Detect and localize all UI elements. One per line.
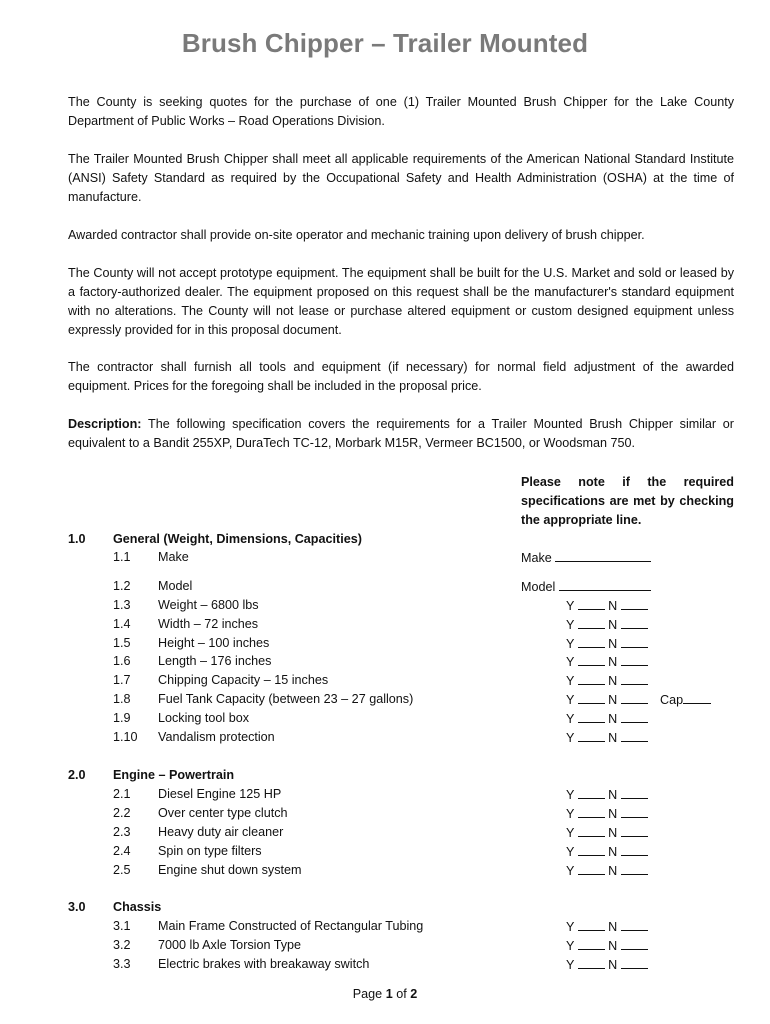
section-title: General (Weight, Dimensions, Capacities) bbox=[113, 532, 362, 546]
no-label: N bbox=[604, 826, 621, 840]
no-check-line[interactable] bbox=[621, 671, 648, 685]
section-heading bbox=[0, 766, 770, 785]
spec-number: 3.3 bbox=[113, 957, 131, 971]
yes-label: Y bbox=[566, 599, 578, 613]
spec-number: 1.9 bbox=[113, 711, 131, 725]
yes-no-check bbox=[566, 917, 648, 937]
yes-label: Y bbox=[566, 920, 578, 934]
section-title: Chassis bbox=[113, 900, 162, 914]
spec-row bbox=[0, 652, 770, 671]
section-number: 1.0 bbox=[68, 532, 86, 546]
spec-text: Electric brakes with breakaway switch bbox=[158, 957, 370, 971]
no-label: N bbox=[604, 807, 621, 821]
spec-row bbox=[0, 936, 770, 955]
no-label: N bbox=[604, 674, 621, 688]
yes-check-line[interactable] bbox=[578, 936, 605, 950]
spec-row bbox=[0, 634, 770, 653]
yes-no-check bbox=[566, 936, 648, 956]
spec-text: Chipping Capacity – 15 inches bbox=[158, 673, 329, 687]
yes-no-check bbox=[566, 690, 648, 710]
spec-text: Weight – 6800 lbs bbox=[158, 598, 259, 612]
no-check-line[interactable] bbox=[621, 615, 648, 629]
yes-no-check bbox=[566, 652, 648, 672]
model-label: Model bbox=[521, 580, 559, 594]
spec-text: Engine shut down system bbox=[158, 863, 302, 877]
prototype-paragraph: The County will not accept prototype equipment. The equipment shall be built for the U.S. Market and sold or leased by a factory-authorized dealer. The equipment proposed on this request shall be the manufacturer's standard equipment with no alterations. The County will not lease or purchase altered equipment or custom designed equipment unless expressly provided for in this proposal document. bbox=[68, 266, 734, 337]
no-label: N bbox=[604, 599, 621, 613]
section-number: 2.0 bbox=[68, 768, 86, 782]
yes-check-line[interactable] bbox=[578, 596, 605, 610]
model-input[interactable] bbox=[559, 577, 651, 591]
no-check-line[interactable] bbox=[621, 917, 648, 931]
spec-number: 1.10 bbox=[113, 730, 138, 744]
no-check-line[interactable] bbox=[621, 785, 648, 799]
no-label: N bbox=[604, 864, 621, 878]
spec-number: 1.8 bbox=[113, 692, 131, 706]
yes-check-line[interactable] bbox=[578, 728, 605, 742]
intro-paragraph: The County is seeking quotes for the purchase of one (1) Trailer Mounted Brush Chipper for the Lake County Department of Public Works – Road Operations Division. bbox=[68, 95, 734, 128]
page-of: of bbox=[392, 987, 411, 1001]
yes-no-check bbox=[566, 861, 648, 881]
page-current: 1 bbox=[385, 987, 393, 1001]
page-prefix: Page bbox=[352, 987, 386, 1001]
spec-number: 2.5 bbox=[113, 863, 131, 877]
section-heading bbox=[0, 898, 770, 917]
spec-number: 1.5 bbox=[113, 636, 131, 650]
yes-label: Y bbox=[566, 712, 578, 726]
no-label: N bbox=[604, 655, 621, 669]
spec-row bbox=[0, 955, 770, 974]
yes-label: Y bbox=[566, 693, 578, 707]
yes-label: Y bbox=[566, 958, 578, 972]
yes-label: Y bbox=[566, 637, 578, 651]
no-check-line[interactable] bbox=[621, 652, 648, 666]
no-label: N bbox=[604, 618, 621, 632]
make-label: Make bbox=[521, 551, 556, 565]
page-footer bbox=[0, 987, 770, 1001]
spec-number: 1.6 bbox=[113, 654, 131, 668]
spec-text: Main Frame Constructed of Rectangular Tubing bbox=[158, 919, 424, 933]
no-check-line[interactable] bbox=[621, 842, 648, 856]
no-check-line[interactable] bbox=[621, 823, 648, 837]
section-heading bbox=[0, 530, 770, 549]
yes-check-line[interactable] bbox=[578, 861, 605, 875]
yes-label: Y bbox=[566, 788, 578, 802]
yes-label: Y bbox=[566, 864, 578, 878]
spec-text: Make bbox=[158, 550, 189, 564]
yes-no-check bbox=[566, 804, 648, 824]
spec-text: Fuel Tank Capacity (between 23 – 27 gallons) bbox=[158, 692, 414, 706]
yes-check-line[interactable] bbox=[578, 709, 605, 723]
no-label: N bbox=[604, 731, 621, 745]
yes-label: Y bbox=[566, 939, 578, 953]
spec-number: 2.4 bbox=[113, 844, 131, 858]
spec-number: 1.7 bbox=[113, 673, 131, 687]
page-total: 2 bbox=[410, 987, 418, 1001]
spec-row bbox=[0, 709, 770, 728]
ansi-paragraph: The Trailer Mounted Brush Chipper shall meet all applicable requirements of the American National Standard Institute (ANSI) Safety Standard as required by the Occupational Safety and Health Administration (OSHA) at the time of manufacture. bbox=[68, 152, 734, 204]
spec-row bbox=[0, 577, 770, 596]
no-check-line[interactable] bbox=[621, 596, 648, 610]
yes-check-line[interactable] bbox=[578, 652, 605, 666]
yes-no-check bbox=[566, 634, 648, 654]
yes-check-line[interactable] bbox=[578, 955, 605, 969]
capacity-entry bbox=[660, 690, 711, 710]
no-check-line[interactable] bbox=[621, 634, 648, 648]
yes-label: Y bbox=[566, 807, 578, 821]
yes-check-line[interactable] bbox=[578, 615, 605, 629]
yes-no-check bbox=[566, 671, 648, 691]
spec-number: 2.2 bbox=[113, 806, 131, 820]
no-check-line[interactable] bbox=[621, 804, 648, 818]
spec-row bbox=[0, 785, 770, 804]
yes-no-check bbox=[566, 728, 648, 748]
yes-check-line[interactable] bbox=[578, 690, 605, 704]
no-label: N bbox=[604, 637, 621, 651]
no-label: N bbox=[604, 712, 621, 726]
no-check-line[interactable] bbox=[621, 936, 648, 950]
yes-check-line[interactable] bbox=[578, 634, 605, 648]
spec-number: 3.2 bbox=[113, 938, 131, 952]
make-input[interactable] bbox=[555, 548, 651, 562]
spec-row bbox=[0, 671, 770, 690]
spec-row bbox=[0, 690, 770, 709]
no-check-line[interactable] bbox=[621, 690, 648, 704]
spec-row bbox=[0, 615, 770, 634]
spec-text: Length – 176 inches bbox=[158, 654, 272, 668]
yes-label: Y bbox=[566, 731, 578, 745]
spec-text: Locking tool box bbox=[158, 711, 250, 725]
yes-label: Y bbox=[566, 674, 578, 688]
no-label: N bbox=[604, 920, 621, 934]
spec-row bbox=[0, 728, 770, 747]
spec-text: Spin on type filters bbox=[158, 844, 262, 858]
training-paragraph: Awarded contractor shall provide on-site operator and mechanic training upon delivery of brush chipper. bbox=[68, 228, 645, 242]
description-text: The following specification covers the requirements for a Trailer Mounted Brush Chipper similar or equivalent to a Bandit 255XP, DuraTech TC-12, Morbark M15R, Vermeer BC1500, or Woodsman 750. bbox=[68, 417, 734, 450]
spec-text: Width – 72 inches bbox=[158, 617, 259, 631]
page-title: Brush Chipper – Trailer Mounted bbox=[181, 28, 589, 58]
spec-row bbox=[0, 596, 770, 615]
yes-no-check bbox=[566, 596, 648, 616]
no-check-line[interactable] bbox=[621, 861, 648, 875]
spec-text: Model bbox=[158, 579, 193, 593]
spec-number: 3.1 bbox=[113, 919, 131, 933]
spec-row bbox=[0, 804, 770, 823]
yes-check-line[interactable] bbox=[578, 785, 605, 799]
spec-row bbox=[0, 917, 770, 936]
spec-text: Height – 100 inches bbox=[158, 636, 270, 650]
spec-text: Heavy duty air cleaner bbox=[158, 825, 284, 839]
tools-paragraph: The contractor shall furnish all tools and equipment (if necessary) for normal field adjustment of the awarded equipment. Prices for the foregoing shall be included in the proposal price. bbox=[68, 360, 734, 393]
yes-check-line[interactable] bbox=[578, 823, 605, 837]
model-entry bbox=[521, 577, 651, 597]
yes-label: Y bbox=[566, 845, 578, 859]
yes-no-check bbox=[566, 823, 648, 843]
no-check-line[interactable] bbox=[621, 709, 648, 723]
section-title: Engine – Powertrain bbox=[113, 768, 235, 782]
yes-label: Y bbox=[566, 826, 578, 840]
make-entry bbox=[521, 548, 651, 568]
yes-no-check bbox=[566, 955, 648, 975]
description-label: Description: bbox=[68, 417, 142, 431]
no-label: N bbox=[604, 939, 621, 953]
spec-row bbox=[0, 548, 770, 567]
spec-text: Vandalism protection bbox=[158, 730, 275, 744]
section-number: 3.0 bbox=[68, 900, 86, 914]
capacity-label: Cap bbox=[660, 693, 684, 707]
yes-no-check bbox=[566, 615, 648, 635]
no-label: N bbox=[604, 958, 621, 972]
yes-label: Y bbox=[566, 618, 578, 632]
spec-row bbox=[0, 861, 770, 880]
no-check-line[interactable] bbox=[621, 955, 648, 969]
no-label: N bbox=[604, 693, 621, 707]
spec-text: 7000 lb Axle Torsion Type bbox=[158, 938, 302, 952]
yes-no-check bbox=[566, 709, 648, 729]
capacity-input[interactable] bbox=[683, 690, 711, 704]
spec-text: Diesel Engine 125 HP bbox=[158, 787, 282, 801]
spec-text: Over center type clutch bbox=[158, 806, 288, 820]
spec-number: 1.3 bbox=[113, 598, 131, 612]
yes-no-check bbox=[566, 842, 648, 862]
spec-number: 2.1 bbox=[113, 787, 131, 801]
spec-row bbox=[0, 842, 770, 861]
description-paragraph bbox=[68, 415, 734, 453]
spec-number: 1.1 bbox=[113, 550, 131, 564]
checkbox-instruction-note: Please note if the required specifications are met by checking the appropriate line. bbox=[521, 475, 734, 527]
spec-number: 1.4 bbox=[113, 617, 131, 631]
yes-no-check bbox=[566, 785, 648, 805]
yes-check-line[interactable] bbox=[578, 842, 605, 856]
spec-number: 2.3 bbox=[113, 825, 131, 839]
no-label: N bbox=[604, 845, 621, 859]
yes-check-line[interactable] bbox=[578, 804, 605, 818]
yes-check-line[interactable] bbox=[578, 671, 605, 685]
yes-label: Y bbox=[566, 655, 578, 669]
no-check-line[interactable] bbox=[621, 728, 648, 742]
spec-row bbox=[0, 823, 770, 842]
yes-check-line[interactable] bbox=[578, 917, 605, 931]
no-label: N bbox=[604, 788, 621, 802]
spec-number: 1.2 bbox=[113, 579, 131, 593]
